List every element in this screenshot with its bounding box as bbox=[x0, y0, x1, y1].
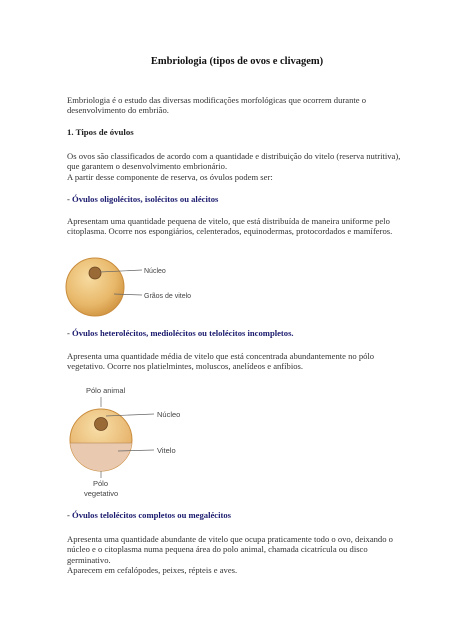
type1-dash: - bbox=[67, 194, 73, 204]
intro-paragraph: Embriologia é o estudo das diversas modificações morfológicas que ocorrem durante o desenvolvimento do embrião. bbox=[67, 95, 367, 116]
type3-heading bbox=[67, 510, 231, 520]
type2-heading-text: Óvulos heterolécitos, mediolécitos ou telolécitos incompletos. bbox=[72, 328, 294, 338]
document-title: Embriologia (tipos de ovos e clivagem) bbox=[150, 56, 324, 67]
label-animal-pole: Pólo animal bbox=[86, 386, 126, 395]
type3-paragraph bbox=[67, 534, 413, 576]
label-vegetal-pole-2: vegetativo bbox=[84, 489, 119, 498]
type1-paragraph: Apresentam uma quantidade pequena de vitelo, que está distribuída de maneira uniforme pelo citoplasma. Ocorre nos espongiários, celenterados, equinodermas, protocordados e mamíferos. bbox=[67, 216, 393, 237]
section1-text-2: A partir desse componente de reserva, os óvulos podem ser: bbox=[67, 171, 273, 182]
label-nucleus: Núcleo bbox=[144, 268, 166, 275]
oligolecito-figure bbox=[62, 254, 202, 322]
type2-dash: - bbox=[67, 328, 73, 338]
label-nucleus: Núcleo bbox=[157, 410, 181, 419]
vegetal-yolk-region bbox=[68, 443, 138, 473]
label-yolk: Vitelo bbox=[157, 446, 176, 455]
type3-heading-text: Óvulos telolécitos completos ou megalécitos bbox=[72, 510, 231, 520]
type2-paragraph: Apresenta uma quantidade média de vitelo que está concentrada abundantemente no pólo vegetativo. Ocorre nos platielmintes, moluscos, anelídeos e anfíbios. bbox=[67, 351, 375, 372]
section1-text-1: Os ovos são classificados de acordo com a quantidade e distribuição do vitelo (reserva nutritiva), que garantem o desenvolvimento embrionário. bbox=[67, 151, 401, 172]
section1-paragraph bbox=[67, 151, 413, 182]
nucleus-shape bbox=[95, 418, 108, 431]
section-heading-tipos: 1. Tipos de óvulos bbox=[67, 127, 134, 137]
heterolecito-figure bbox=[62, 383, 212, 501]
label-yolk-grains: Grãos de vitelo bbox=[144, 293, 192, 300]
type3-text-1: Apresenta uma quantidade abundante de vitelo que ocupa praticamente todo o ovo, deixando o núcleo e o citoplasma numa pequena área do polo animal, chamada cicatrícula ou disco germinativo. bbox=[67, 534, 393, 565]
nucleus-shape bbox=[89, 267, 101, 279]
type1-heading-text: Óvulos oligolécitos, isolécitos ou alécitos bbox=[72, 194, 219, 204]
label-vegetal-pole-1: Pólo bbox=[93, 479, 109, 488]
type3-dash: - bbox=[67, 510, 73, 520]
type3-text-2: Aparecem em cefalópodes, peixes, répteis e aves. bbox=[67, 565, 238, 576]
type1-heading bbox=[67, 194, 218, 204]
type2-heading bbox=[67, 328, 294, 338]
